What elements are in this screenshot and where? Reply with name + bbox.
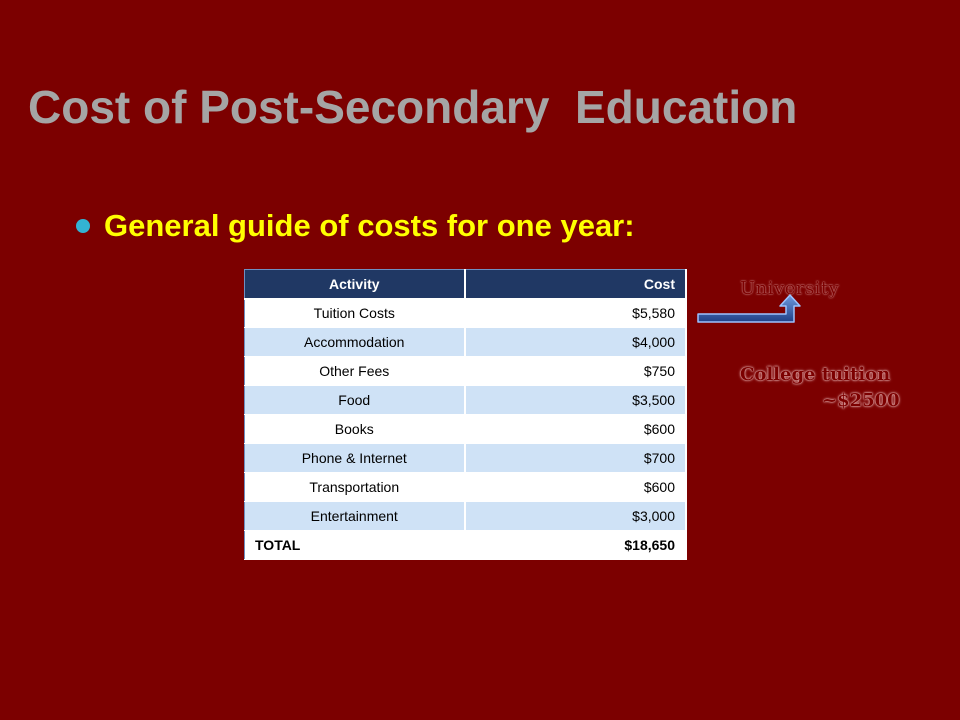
activity-cell: Tuition Costs — [245, 299, 465, 328]
cost-cell: $3,000 — [465, 502, 687, 531]
activity-cell: Other Fees — [245, 357, 465, 386]
bullet-item — [76, 208, 635, 244]
college-tuition-label — [740, 362, 900, 414]
total-row — [245, 531, 687, 560]
u-turn-arrow-icon — [696, 294, 802, 328]
cost-cell: $600 — [465, 473, 687, 502]
cost-cell: $700 — [465, 444, 687, 473]
activity-cell: Food — [245, 386, 465, 415]
table-row — [245, 299, 687, 328]
activity-cell: Entertainment — [245, 502, 465, 531]
bullet-dot-icon — [76, 219, 90, 233]
total-cost-cell: $18,650 — [465, 531, 687, 560]
table-row — [245, 502, 687, 531]
slide-title: Cost of Post-Secondary Education — [28, 81, 798, 133]
activity-cell: Transportation — [245, 473, 465, 502]
cost-cell: $750 — [465, 357, 687, 386]
table-header-row — [245, 270, 687, 299]
header-cost: Cost — [465, 270, 687, 299]
college-tuition-amount: ~$2500 — [822, 390, 900, 412]
activity-cell: Accommodation — [245, 328, 465, 357]
cost-cell: $5,580 — [465, 299, 687, 328]
activity-cell: Books — [245, 415, 465, 444]
college-tuition-title: College tuition — [740, 364, 891, 385]
cost-cell: $4,000 — [465, 328, 687, 357]
university-label: University — [740, 278, 840, 299]
table-row — [245, 473, 687, 502]
table-row — [245, 415, 687, 444]
cost-table — [244, 269, 687, 560]
table-row — [245, 386, 687, 415]
activity-cell: Phone & Internet — [245, 444, 465, 473]
table-row — [245, 328, 687, 357]
header-activity: Activity — [245, 270, 465, 299]
table-row — [245, 444, 687, 473]
cost-cell: $600 — [465, 415, 687, 444]
bullet-text: General guide of costs for one year: — [104, 208, 635, 243]
total-label-cell: TOTAL — [245, 531, 465, 560]
cost-cell: $3,500 — [465, 386, 687, 415]
table-row — [245, 357, 687, 386]
